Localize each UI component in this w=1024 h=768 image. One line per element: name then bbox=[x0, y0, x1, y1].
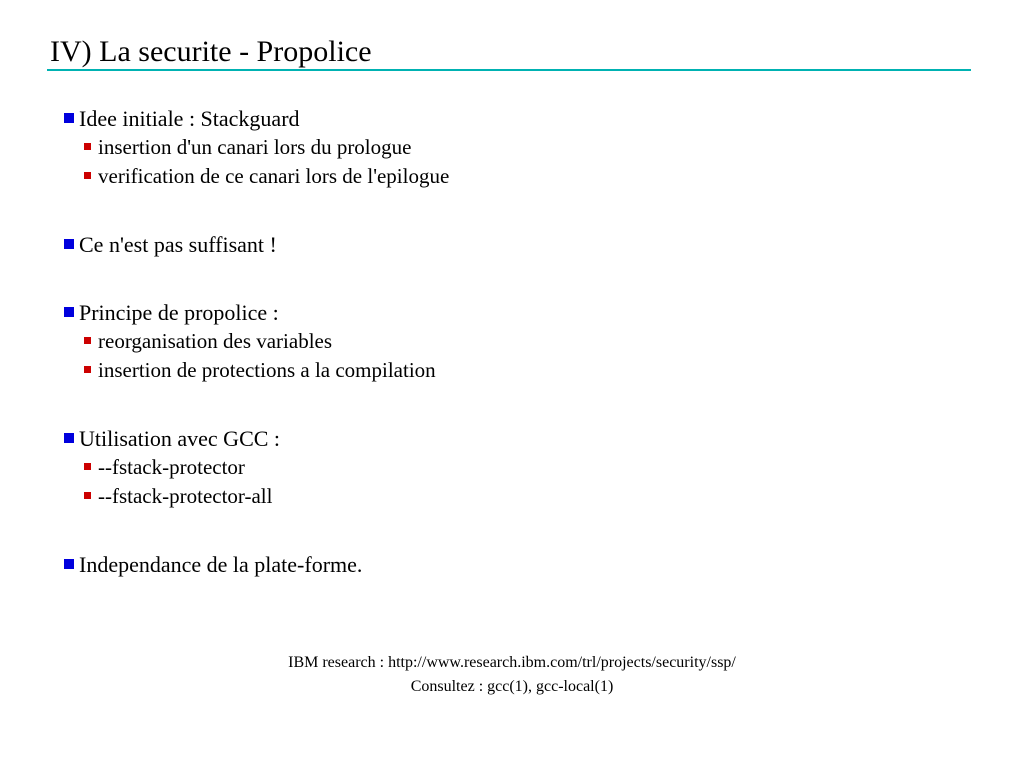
list-item-text: Idee initiale : Stackguard bbox=[79, 106, 300, 131]
sub-list-item bbox=[0, 356, 1024, 385]
footer-manpage-reference: Consultez : gcc(1), gcc-local(1) bbox=[410, 678, 614, 695]
square-bullet-icon bbox=[64, 433, 74, 443]
sub-list-item bbox=[0, 453, 1024, 482]
slide-title: IV) La securite - Propolice bbox=[50, 35, 372, 68]
square-subbullet-icon bbox=[84, 366, 91, 373]
square-bullet-icon bbox=[64, 239, 74, 249]
list-item bbox=[0, 298, 1024, 327]
sub-list-item bbox=[0, 133, 1024, 162]
list-item-text: Utilisation avec GCC : bbox=[79, 426, 281, 451]
list-item-text: Principe de propolice : bbox=[79, 300, 279, 325]
sub-list-item bbox=[0, 327, 1024, 356]
square-subbullet-icon bbox=[84, 143, 91, 150]
bullet-group bbox=[0, 298, 1024, 385]
square-subbullet-icon bbox=[84, 172, 91, 179]
bullet-group bbox=[0, 424, 1024, 511]
square-bullet-icon bbox=[64, 307, 74, 317]
sub-list-item-text: insertion de protections a la compilation bbox=[98, 358, 436, 382]
sub-list-item bbox=[0, 162, 1024, 191]
bullet-group bbox=[0, 230, 1024, 259]
sub-list-item-text: --fstack-protector bbox=[98, 455, 245, 479]
footer-reference-url: IBM research : http://www.research.ibm.com/trl/projects/security/ssp/ bbox=[288, 654, 736, 671]
square-bullet-icon bbox=[64, 559, 74, 569]
sub-list-item-text: reorganisation des variables bbox=[98, 329, 333, 353]
sub-list-item-text: verification de ce canari lors de l'epilogue bbox=[98, 164, 450, 188]
list-item bbox=[0, 230, 1024, 259]
bullet-list bbox=[0, 104, 1024, 579]
bullet-group bbox=[0, 104, 1024, 191]
list-item-text: Ce n'est pas suffisant ! bbox=[79, 232, 277, 257]
square-bullet-icon bbox=[64, 113, 74, 123]
sub-list-item-text: insertion d'un canari lors du prologue bbox=[98, 135, 412, 159]
square-subbullet-icon bbox=[84, 337, 91, 344]
list-item bbox=[0, 550, 1024, 579]
list-item bbox=[0, 424, 1024, 453]
sub-list-item bbox=[0, 482, 1024, 511]
sub-list-item-text: --fstack-protector-all bbox=[98, 484, 273, 508]
title-underline-rule bbox=[47, 69, 971, 71]
bullet-group bbox=[0, 550, 1024, 579]
list-item-text: Independance de la plate-forme. bbox=[79, 552, 363, 577]
list-item bbox=[0, 104, 1024, 133]
slide-footer bbox=[0, 651, 1024, 699]
square-subbullet-icon bbox=[84, 492, 91, 499]
square-subbullet-icon bbox=[84, 463, 91, 470]
